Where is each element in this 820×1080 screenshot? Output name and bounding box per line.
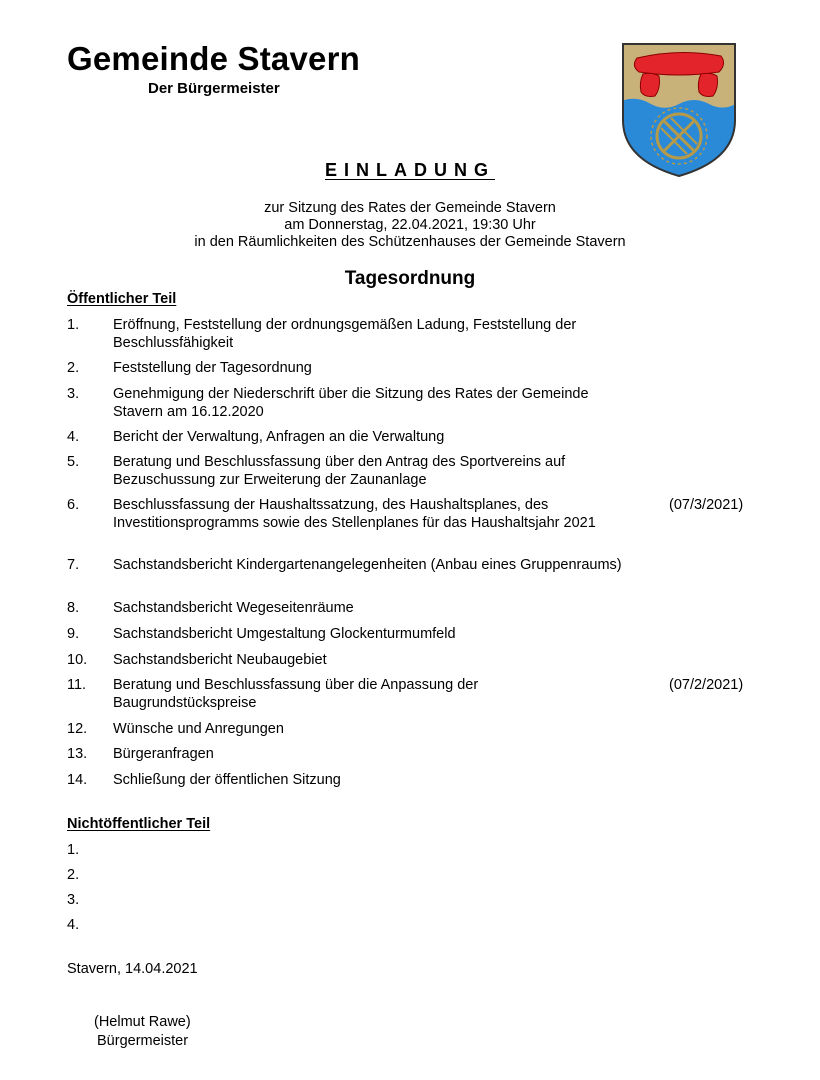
agenda-item-text: Schließung der öffentlichen Sitzung — [113, 772, 341, 788]
coat-of-arms-icon — [619, 40, 739, 180]
agenda-item-text: Eröffnung, Feststellung der ordnungsgemäßen Ladung, Feststellung der Beschlussfähigkeit — [113, 317, 577, 351]
agenda-item-number: 11. — [67, 677, 87, 693]
public-section-heading: Öffentlicher Teil — [67, 291, 177, 307]
agenda-item-number: 7. — [67, 557, 80, 573]
agenda-item-text: Sachstandsbericht Kindergartenangelegenheiten (Anbau eines Gruppenraums) — [113, 557, 622, 573]
private-agenda-item: 4. — [67, 917, 80, 933]
agenda-item-text: Beratung und Beschlussfassung über die Anpassung der Baugrundstückspreise — [113, 677, 479, 711]
agenda-item-text: Wünsche und Anregungen — [113, 721, 284, 737]
invitation-heading: EINLADUNG — [325, 160, 495, 180]
agenda-item-text: Bürgeranfragen — [113, 746, 214, 762]
private-section-heading: Nichtöffentlicher Teil — [67, 816, 211, 832]
agenda-item-number: 3. — [67, 386, 80, 402]
agenda-item-number: 13. — [67, 746, 88, 762]
agenda-item-reference: (07/2/2021) — [669, 677, 744, 693]
mayor-subtitle: Der Bürgermeister — [148, 80, 280, 97]
agenda-item-number: 2. — [67, 360, 80, 376]
agenda-item-number: 6. — [67, 497, 80, 513]
agenda-title: Tagesordnung — [344, 268, 476, 289]
invitation-details — [0, 200, 820, 251]
private-agenda-item: 1. — [67, 842, 80, 858]
agenda-item-text: Feststellung der Tagesordnung — [113, 360, 312, 376]
invitation-line: zur Sitzung des Rates der Gemeinde Stavern — [264, 200, 556, 216]
agenda-item-number: 1. — [67, 317, 80, 333]
agenda-item-number: 12. — [67, 721, 88, 737]
signatory-name: (Helmut Rawe) — [94, 1014, 191, 1030]
private-agenda-item: 2. — [67, 867, 80, 883]
signatory-title: Bürgermeister — [97, 1033, 189, 1049]
agenda-item-text: Beschlussfassung der Haushaltssatzung, des Haushaltsplanes, des Investitionsprogramms sowie des Stellenplanes für das Haushaltsjahr 2021 — [113, 497, 596, 531]
agenda-item-text: Sachstandsbericht Wegeseitenräume — [113, 600, 354, 616]
invitation-line: in den Räumlichkeiten des Schützenhauses der Gemeinde Stavern — [194, 234, 626, 250]
agenda-item-number: 4. — [67, 429, 80, 445]
agenda-item-text: Genehmigung der Niederschrift über die Sitzung des Rates der Gemeinde Stavern am 16.12.2020 — [113, 386, 589, 420]
agenda-item-number: 9. — [67, 626, 80, 642]
agenda-item-number: 10. — [67, 652, 88, 668]
private-agenda-item: 3. — [67, 892, 80, 908]
agenda-item-number: 14. — [67, 772, 88, 788]
agenda-item-reference: (07/3/2021) — [669, 497, 744, 513]
agenda-item-text: Sachstandsbericht Neubaugebiet — [113, 652, 327, 668]
agenda-item-number: 8. — [67, 600, 80, 616]
agenda-item-text: Sachstandsbericht Umgestaltung Glockenturmumfeld — [113, 626, 456, 642]
agenda-item-text: Beratung und Beschlussfassung über den Antrag des Sportvereins auf Bezuschussung zur Erweiterung der Zaunanlage — [113, 454, 566, 488]
agenda-item-text: Bericht der Verwaltung, Anfragen an die Verwaltung — [113, 429, 445, 445]
agenda-item-number: 5. — [67, 454, 80, 470]
place-date: Stavern, 14.04.2021 — [67, 961, 198, 977]
invitation-line: am Donnerstag, 22.04.2021, 19:30 Uhr — [284, 217, 536, 233]
municipality-title: Gemeinde Stavern — [67, 40, 360, 77]
